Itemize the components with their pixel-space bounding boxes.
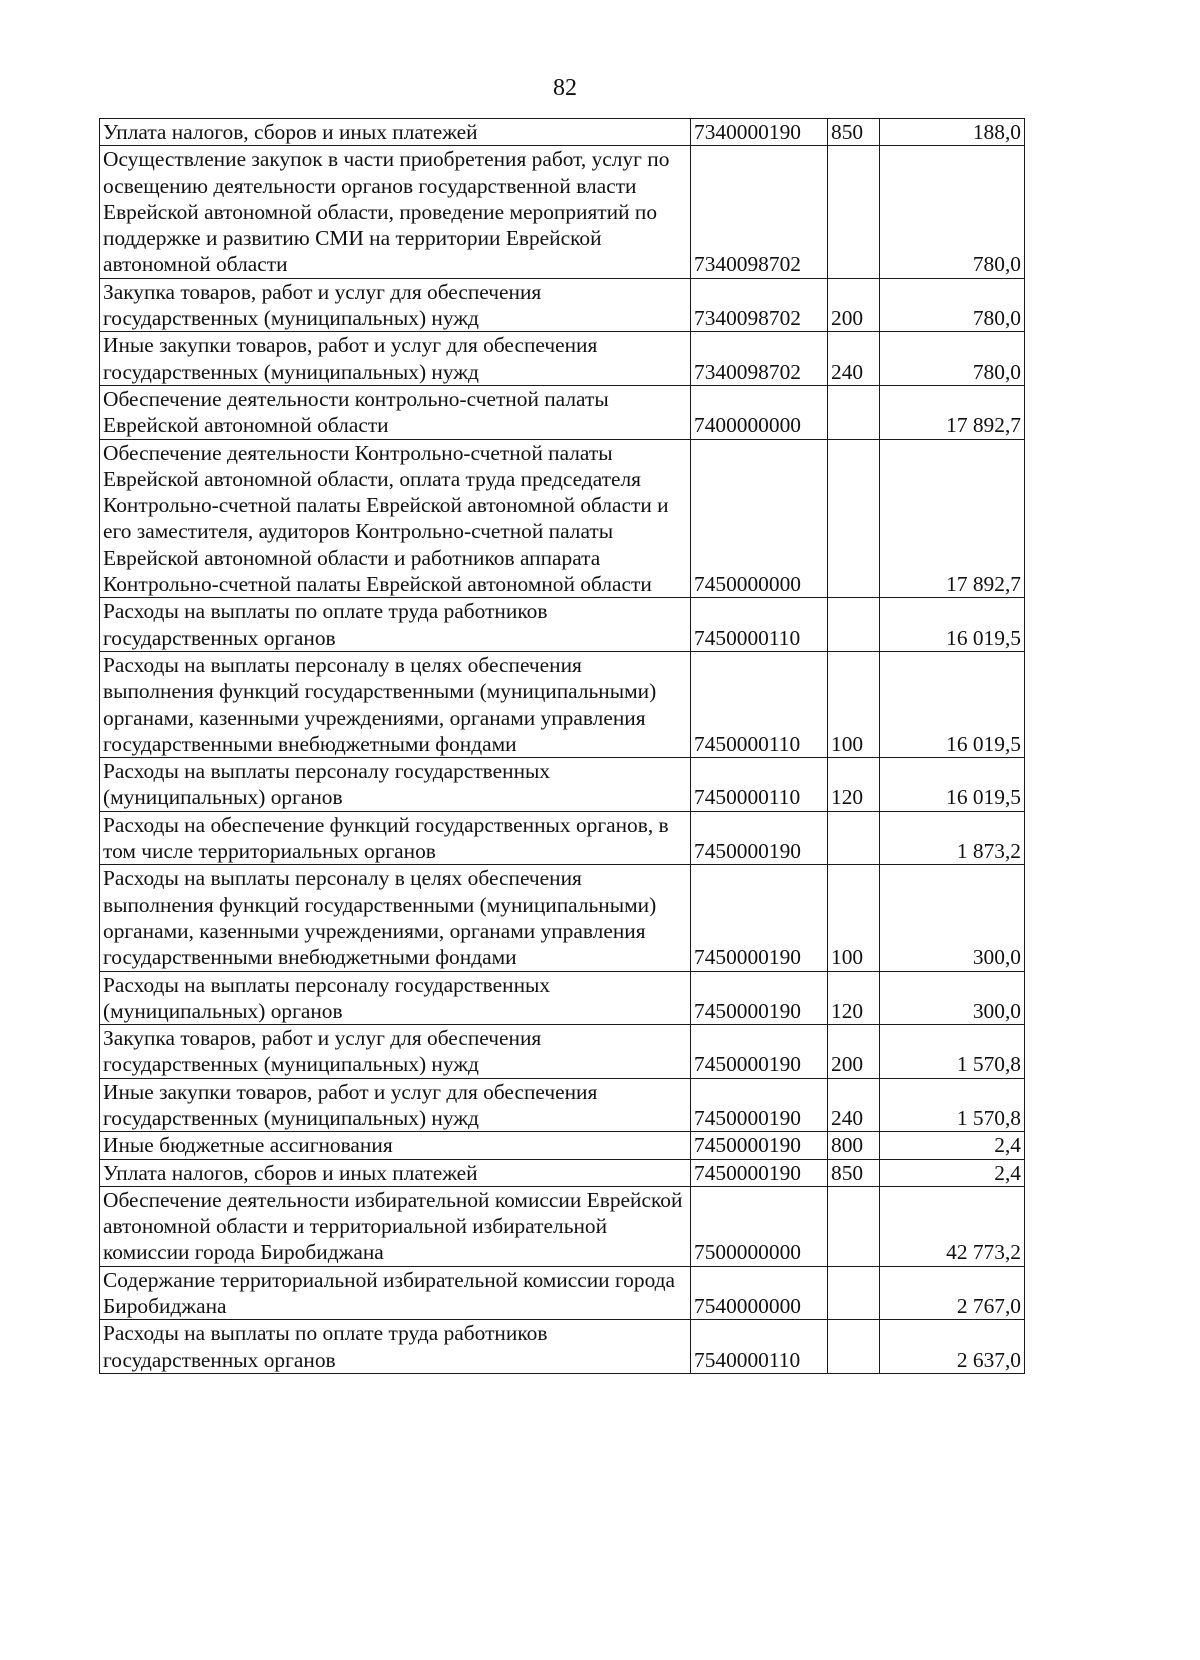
table-row [100,1266,1025,1320]
row-name-cell: Содержание территориальной избирательной комиссии города Биробиджана [100,1266,691,1320]
row-sum-cell: 2 767,0 [880,1266,1025,1320]
row-sum-cell: 17 892,7 [880,385,1025,439]
row-name-cell: Осуществление закупок в части приобретения работ, услуг по освещению деятельности органов государственной власти Еврейской автономной области, проведение мероприятий по поддержке и развитию СМИ на территории Еврейской автономной области [100,146,691,278]
table-row [100,332,1025,386]
row-sum-cell: 2,4 [880,1132,1025,1159]
row-name-cell: Уплата налогов, сборов и иных платежей [100,119,691,146]
row-name-cell: Закупка товаров, работ и услуг для обеспечения государственных (муниципальных) нужд [100,1025,691,1079]
table-row [100,1132,1025,1159]
row-sum-cell: 16 019,5 [880,758,1025,812]
row-sum-cell: 188,0 [880,119,1025,146]
table-row [100,146,1025,278]
row-name-cell: Расходы на выплаты персоналу в целях обеспечения выполнения функций государственными (муниципальными) органами, казенными учреждениями, органами управления государственными внебюджетными фондами [100,865,691,971]
row-type-cell: 100 [828,865,880,971]
row-code-cell: 7450000110 [691,651,828,757]
table-row [100,1025,1025,1079]
row-type-cell: 850 [828,1159,880,1186]
row-name-cell: Иные закупки товаров, работ и услуг для обеспечения государственных (муниципальных) нужд [100,332,691,386]
table-row [100,1159,1025,1186]
row-type-cell [828,1266,880,1320]
table-row [100,1186,1025,1266]
row-code-cell: 7340098702 [691,278,828,332]
row-sum-cell: 780,0 [880,332,1025,386]
row-code-cell: 7400000000 [691,385,828,439]
row-name-cell: Иные закупки товаров, работ и услуг для обеспечения государственных (муниципальных) нужд [100,1078,691,1132]
page-number: 82 [553,75,577,101]
row-name-cell: Уплата налогов, сборов и иных платежей [100,1159,691,1186]
row-code-cell: 7340098702 [691,332,828,386]
table-row [100,439,1025,598]
row-code-cell: 7450000190 [691,1132,828,1159]
row-name-cell: Расходы на выплаты по оплате труда работников государственных органов [100,598,691,652]
row-type-cell [828,598,880,652]
row-type-cell: 200 [828,1025,880,1079]
row-code-cell: 7450000190 [691,1159,828,1186]
table-row [100,651,1025,757]
row-type-cell [828,1320,880,1374]
row-sum-cell: 2,4 [880,1159,1025,1186]
row-code-cell: 7450000190 [691,811,828,865]
row-type-cell: 240 [828,332,880,386]
row-code-cell: 7500000000 [691,1186,828,1266]
table-row [100,811,1025,865]
row-type-cell [828,1186,880,1266]
row-code-cell: 7450000190 [691,1078,828,1132]
budget-table [99,118,1025,1374]
row-name-cell: Расходы на обеспечение функций государственных органов, в том числе территориальных органов [100,811,691,865]
row-sum-cell: 1 570,8 [880,1078,1025,1132]
row-sum-cell: 780,0 [880,146,1025,278]
table-row [100,278,1025,332]
row-code-cell: 7340098702 [691,146,828,278]
row-type-cell: 100 [828,651,880,757]
row-code-cell: 7450000190 [691,1025,828,1079]
row-type-cell [828,146,880,278]
row-name-cell: Обеспечение деятельности избирательной комиссии Еврейской автономной области и территориальной избирательной комиссии города Биробиджана [100,1186,691,1266]
row-code-cell: 7450000000 [691,439,828,598]
row-code-cell: 7450000110 [691,758,828,812]
row-sum-cell: 16 019,5 [880,598,1025,652]
table-row [100,1320,1025,1374]
row-code-cell: 7450000110 [691,598,828,652]
row-type-cell [828,385,880,439]
table-row [100,119,1025,146]
row-type-cell: 200 [828,278,880,332]
table-row [100,758,1025,812]
row-name-cell: Расходы на выплаты персоналу государственных (муниципальных) органов [100,971,691,1025]
row-type-cell: 120 [828,758,880,812]
row-sum-cell: 17 892,7 [880,439,1025,598]
row-sum-cell: 300,0 [880,971,1025,1025]
row-sum-cell: 1 570,8 [880,1025,1025,1079]
table-row [100,598,1025,652]
row-name-cell: Расходы на выплаты персоналу в целях обеспечения выполнения функций государственными (муниципальными) органами, казенными учреждениями, органами управления государственными внебюджетными фондами [100,651,691,757]
row-type-cell [828,811,880,865]
row-code-cell: 7540000000 [691,1266,828,1320]
row-name-cell: Расходы на выплаты персоналу государственных (муниципальных) органов [100,758,691,812]
row-type-cell: 120 [828,971,880,1025]
row-name-cell: Иные бюджетные ассигнования [100,1132,691,1159]
row-sum-cell: 2 637,0 [880,1320,1025,1374]
row-type-cell: 850 [828,119,880,146]
row-code-cell: 7450000190 [691,971,828,1025]
row-type-cell [828,439,880,598]
row-code-cell: 7340000190 [691,119,828,146]
row-sum-cell: 1 873,2 [880,811,1025,865]
row-name-cell: Обеспечение деятельности контрольно-счетной палаты Еврейской автономной области [100,385,691,439]
row-sum-cell: 42 773,2 [880,1186,1025,1266]
row-code-cell: 7450000190 [691,865,828,971]
row-sum-cell: 780,0 [880,278,1025,332]
row-code-cell: 7540000110 [691,1320,828,1374]
row-sum-cell: 300,0 [880,865,1025,971]
table-row [100,971,1025,1025]
table-row [100,385,1025,439]
row-name-cell: Расходы на выплаты по оплате труда работников государственных органов [100,1320,691,1374]
row-type-cell: 240 [828,1078,880,1132]
row-type-cell: 800 [828,1132,880,1159]
row-name-cell: Обеспечение деятельности Контрольно-счетной палаты Еврейской автономной области, оплата труда председателя Контрольно-счетной палаты Еврейской автономной области и его заместителя, аудиторов Контрольно-счетной палаты Еврейской автономной области и работников аппарата Контрольно-счетной палаты Еврейской автономной области [100,439,691,598]
table-row [100,865,1025,971]
row-name-cell: Закупка товаров, работ и услуг для обеспечения государственных (муниципальных) нужд [100,278,691,332]
table-row [100,1078,1025,1132]
row-sum-cell: 16 019,5 [880,651,1025,757]
